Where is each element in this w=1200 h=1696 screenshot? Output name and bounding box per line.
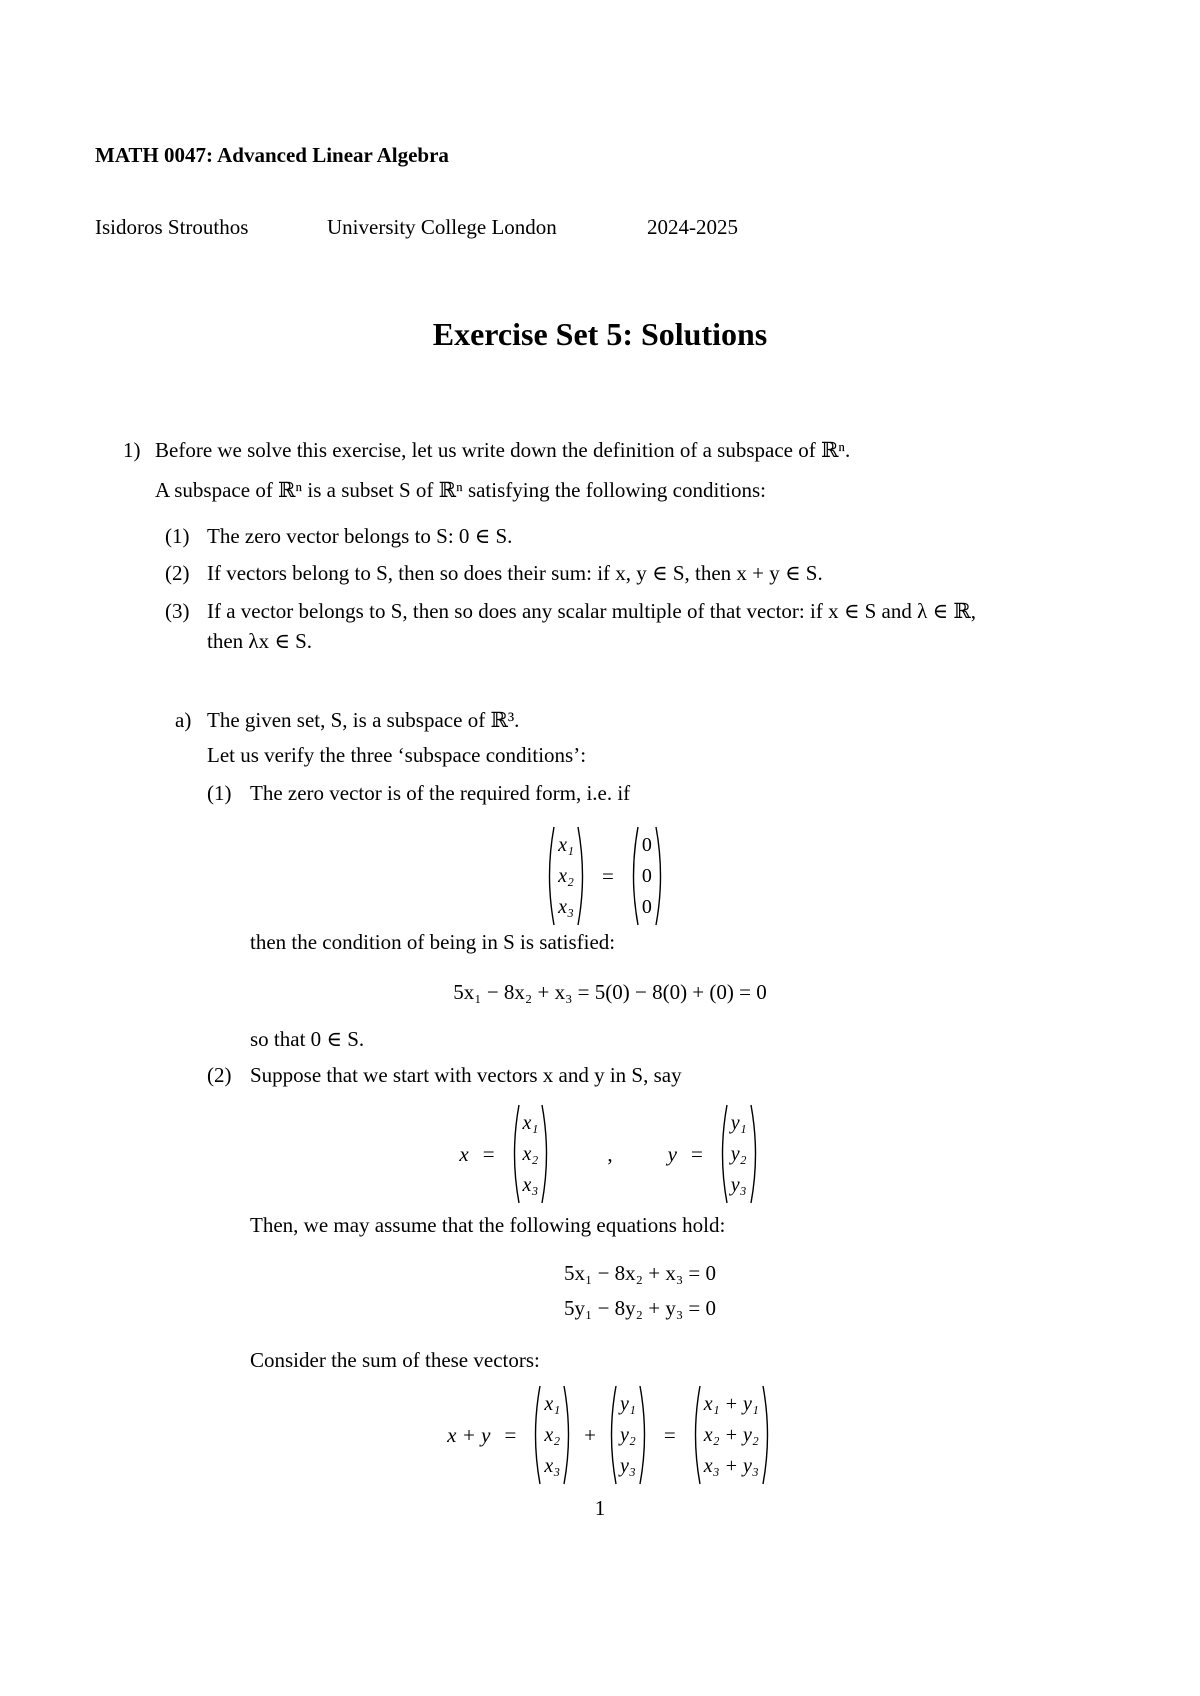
condition-text: If vectors belong to S, then so does their sum: if x, y ∈ S, then x + y ∈ S. — [207, 561, 823, 585]
equals-sign: = — [504, 1422, 517, 1447]
institution-name: University College London — [327, 215, 557, 239]
part-a-claim: The given set, S, is a subspace of ℝ³. — [207, 708, 520, 732]
right-paren — [541, 1104, 552, 1204]
x-label: x — [459, 1141, 469, 1166]
right-paren — [750, 1104, 761, 1204]
left-paren — [509, 1104, 520, 1204]
academic-year: 2024-2025 — [647, 215, 738, 239]
condition-number: (1) — [165, 524, 190, 548]
y-label: y — [667, 1141, 677, 1166]
plus-sign: + — [584, 1422, 596, 1447]
condition-text: The zero vector belongs to S: 0 ∈ S. — [207, 524, 513, 548]
y-constraint-equation: 5y₁ − 8y₂ + y₃ = 0 — [564, 1296, 716, 1320]
x-constraint-equation: 5x₁ − 8x₂ + x₃ = 0 — [564, 1261, 716, 1285]
right-paren — [577, 826, 588, 926]
left-paren — [606, 1385, 617, 1485]
left-paren — [544, 826, 555, 926]
left-paren — [717, 1104, 728, 1204]
vector-sum-equation — [0, 1385, 1200, 1485]
question-number: 1) — [123, 438, 141, 462]
x-vector-matrix: x₁ x₂ x₃ — [509, 1104, 553, 1204]
left-paren — [690, 1385, 701, 1485]
equals-sign: = — [663, 1422, 676, 1447]
zero-membership: so that 0 ∈ S. — [250, 1027, 365, 1051]
page-number: 1 — [594, 1496, 606, 1520]
right-paren — [655, 826, 666, 926]
assumption-text: Then, we may assume that the following equations hold: — [250, 1213, 726, 1237]
part-a-verify: Let us verify the three ‘subspace conditions’: — [207, 743, 587, 767]
part-label: a) — [175, 708, 192, 732]
xy-vectors-equation — [0, 1104, 1200, 1204]
condition-number: (2) — [165, 561, 190, 585]
left-paren — [628, 826, 639, 926]
right-paren — [563, 1385, 574, 1485]
subcondition-text: The zero vector is of the required form, i.e. if — [250, 781, 631, 805]
equals-sign: = — [690, 1141, 703, 1166]
course-title: MATH 0047: Advanced Linear Algebra — [95, 143, 449, 167]
x-vector-matrix: x₁ x₂ x₃ — [544, 826, 588, 926]
y-vector-matrix: y₁ y₂ y₃ — [606, 1385, 650, 1485]
zero-check-equation: 5x₁ − 8x₂ + x₃ = 5(0) − 8(0) + (0) = 0 — [453, 980, 767, 1004]
comma-separator: , — [607, 1141, 613, 1166]
zero-vector-equation — [0, 826, 1200, 926]
x-vector-matrix: x₁ x₂ x₃ — [530, 1385, 574, 1485]
author-name: Isidoros Strouthos — [95, 215, 249, 239]
sum-vector-matrix: x₁ + y₁ x₂ + y₂ x₃ + y₃ — [690, 1385, 773, 1485]
page-title: Exercise Set 5: Solutions — [432, 316, 768, 352]
condition-number: (3) — [165, 599, 190, 623]
condition-satisfied-text: then the condition of being in S is satisfied: — [250, 930, 616, 954]
subspace-definition: A subspace of ℝⁿ is a subset S of ℝⁿ satisfying the following conditions: — [155, 478, 766, 502]
y-vector-matrix: y₁ y₂ y₃ — [717, 1104, 761, 1204]
condition-text: If a vector belongs to S, then so does any scalar multiple of that vector: if x ∈ S and λ ∈ ℝ, — [207, 599, 977, 623]
sum-label: x + y — [447, 1422, 491, 1447]
condition-text-continued: then λx ∈ S. — [207, 629, 313, 653]
right-paren — [762, 1385, 773, 1485]
equals-sign: = — [602, 863, 614, 888]
question-intro: Before we solve this exercise, let us write down the definition of a subspace of ℝⁿ. — [155, 438, 851, 462]
right-paren — [639, 1385, 650, 1485]
equals-sign: = — [482, 1141, 495, 1166]
subcondition-number: (1) — [207, 781, 232, 805]
subcondition-number: (2) — [207, 1063, 232, 1087]
subcondition-text: Suppose that we start with vectors x and y in S, say — [250, 1063, 682, 1087]
consider-sum-text: Consider the sum of these vectors: — [250, 1348, 540, 1372]
left-paren — [530, 1385, 541, 1485]
zero-vector-matrix: 0 0 0 — [628, 826, 666, 926]
